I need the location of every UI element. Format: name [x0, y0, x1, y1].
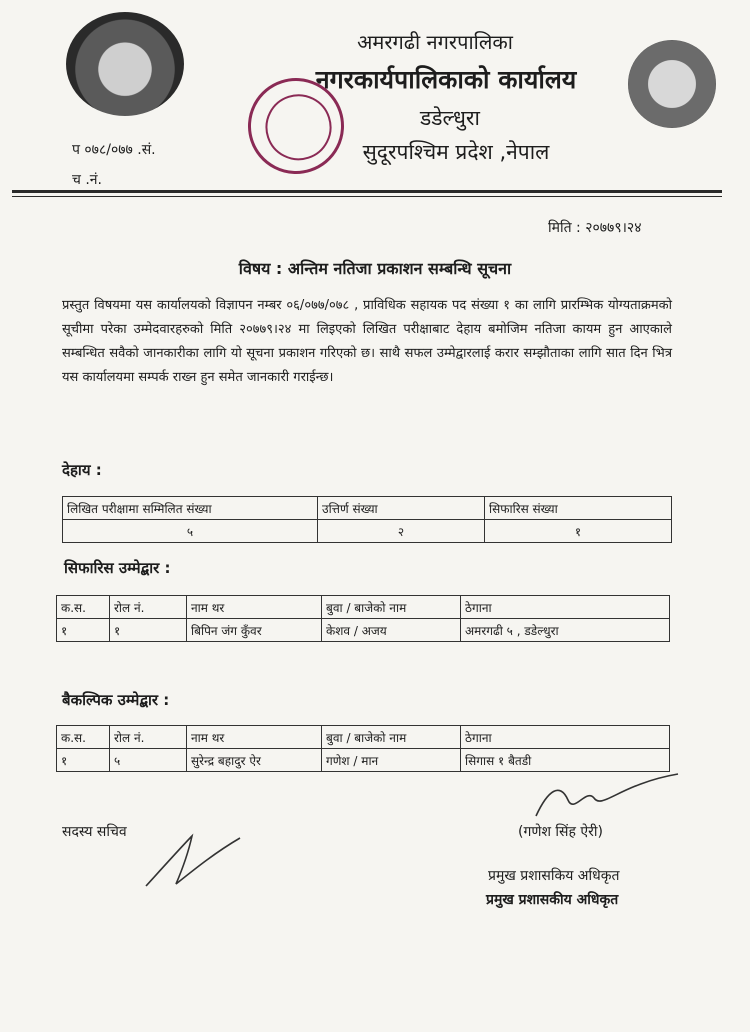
dehaya-header-passed: उत्तिर्ण संख्या	[318, 497, 485, 520]
municipality-name: अमरगढी नगरपालिका	[357, 30, 513, 54]
rec-cell-roll: १	[110, 619, 187, 642]
alt-header-name: नाम थर	[187, 726, 322, 749]
right-signature	[528, 770, 688, 830]
recommended-heading: सिफारिस उम्मेद्बार :	[64, 559, 171, 577]
alt-cell-address: सिगास १ बैतडी	[461, 749, 670, 772]
office-name: नगरकार्यपालिकाको कार्यालय	[315, 65, 577, 94]
municipality-logo-seal	[628, 40, 716, 128]
dehaya-header-total: लिखित परीक्षामा सम्मिलित संख्या	[63, 497, 318, 520]
notice-subject: विषय : अन्तिम नतिजा प्रकाशन सम्बन्धि सूचना	[238, 259, 512, 278]
province-name: सुदूरपश्चिम प्रदेश ,नेपाल	[362, 140, 550, 164]
notice-body: प्रस्तुत विषयमा यस कार्यालयको विज्ञापन नम्बर ०६/०७७/०७८ , प्राविधिक सहायक पद संख्या १ का लागि प्रारम्भिक योग्यताक्रमको सूचीमा परेका उम्मेदवारहरुको मिति २०७७९।२४ मा लिइएको लिखित परीक्षाबाट देहाय बमोजिम नतिजा कायम हुन आएकाले सम्बन्धित सवैको जानकारीका लागि यो सूचना प्रकाशन गरिएको छ। साथै सफल उम्मेद्वारलाई करार सम्झौताका लागि सात दिन भित्र यस कार्यालयमा सम्पर्क राख्न हुन समेत जानकारी गराईन्छ।	[62, 298, 672, 385]
rec-cell-father: केशव / अजय	[322, 619, 461, 642]
ref-chalani: च .नं.	[72, 172, 103, 188]
alt-header-address: ठेगाना	[461, 726, 670, 749]
rec-header-roll: रोल नं.	[110, 596, 187, 619]
alt-header-sn: क.स.	[57, 726, 110, 749]
rec-cell-name: बिपिन जंग कुँवर	[187, 619, 322, 642]
dehaya-value-passed: २	[318, 520, 485, 543]
table-row	[57, 749, 670, 772]
rec-header-name: नाम थर	[187, 596, 322, 619]
designation-stamp: प्रमुख प्रशासकीय अधिकृत	[486, 892, 619, 908]
signatory-designation: प्रमुख प्रशासकिय अधिकृत	[488, 868, 620, 884]
dehaya-value-recommended: १	[485, 520, 672, 543]
dehaya-heading: देहाय :	[62, 461, 102, 479]
recommended-table	[56, 595, 670, 642]
alt-cell-roll: ५	[110, 749, 187, 772]
rec-cell-address: अमरगढी ५ , डडेल्धुरा	[461, 619, 670, 642]
rec-header-address: ठेगाना	[461, 596, 670, 619]
nepal-emblem-seal	[66, 12, 184, 116]
ref-patra: प ०७८/०७७ .सं.	[72, 142, 156, 158]
alt-cell-father: गणेश / मान	[322, 749, 461, 772]
member-secretary-label: सदस्य सचिव	[62, 824, 127, 840]
header-divider	[12, 190, 722, 193]
rec-header-father: बुवा / बाजेको नाम	[322, 596, 461, 619]
left-signature	[136, 824, 246, 894]
alt-header-roll: रोल नं.	[110, 726, 187, 749]
alt-cell-name: सुरेन्द्र बहादुर ऐर	[187, 749, 322, 772]
alternate-table	[56, 725, 670, 772]
rec-cell-sn: १	[57, 619, 110, 642]
table-row	[57, 619, 670, 642]
rec-header-sn: क.स.	[57, 596, 110, 619]
alt-header-father: बुवा / बाजेको नाम	[322, 726, 461, 749]
alt-cell-sn: १	[57, 749, 110, 772]
alternate-heading: बैकल्पिक उम्मेद्बार :	[62, 691, 170, 709]
district-name: डडेल्धुरा	[420, 106, 480, 130]
dehaya-header-recommended: सिफारिस संख्या	[485, 497, 672, 520]
signatory-name: (गणेश सिंह ऐरी)	[518, 824, 603, 840]
dehaya-table	[62, 496, 672, 543]
header-divider-thin	[12, 196, 722, 197]
dehaya-value-total: ५	[63, 520, 318, 543]
notice-date: मिति : २०७७९।२४	[548, 220, 642, 236]
